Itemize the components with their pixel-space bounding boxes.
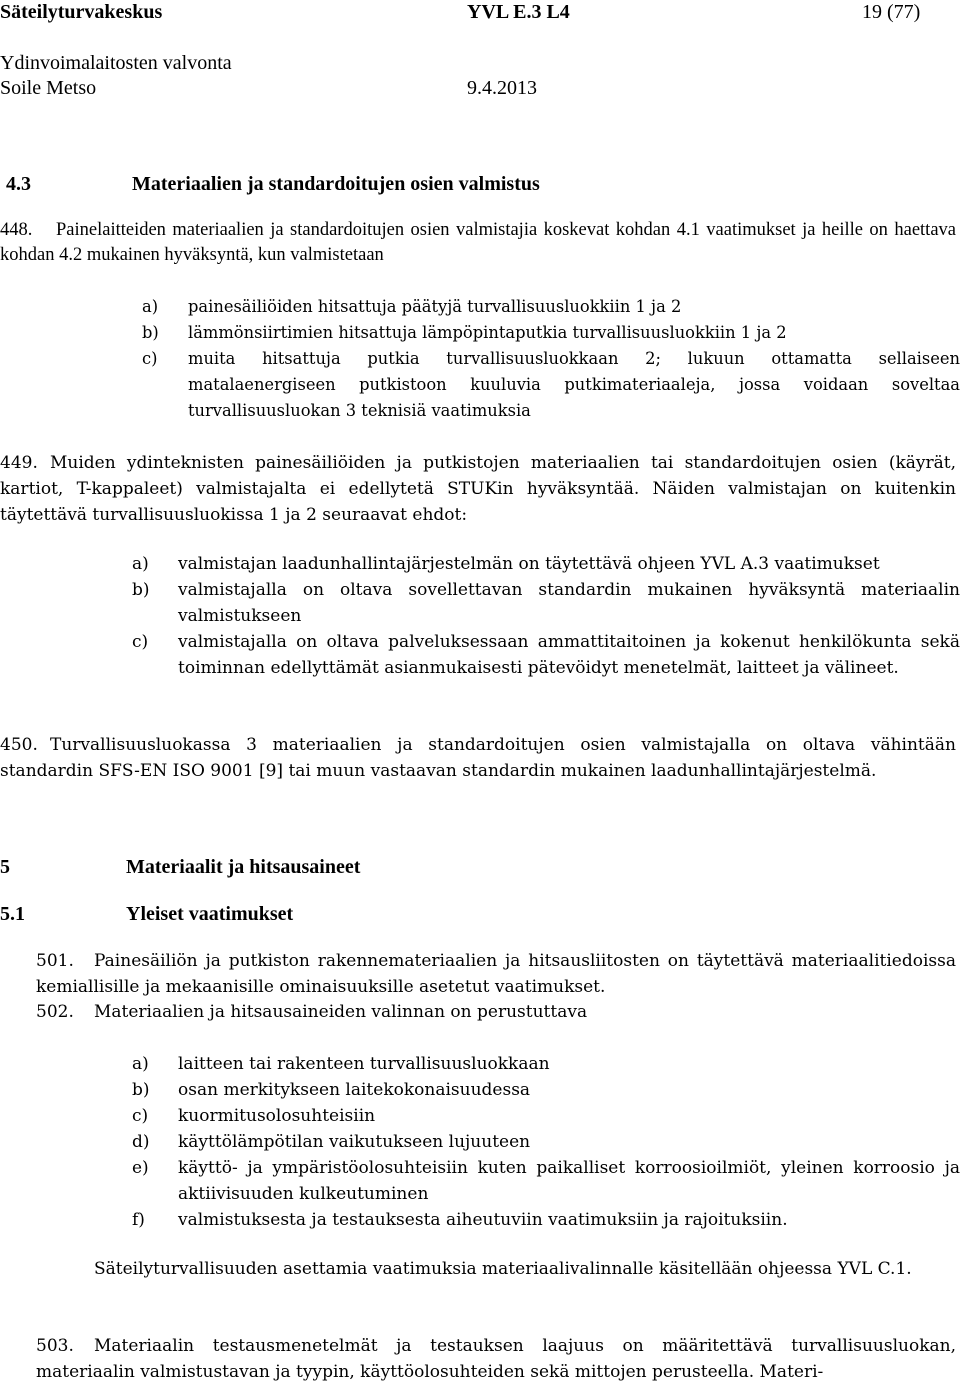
list-item (142, 294, 960, 320)
list-item-label: a) (132, 554, 149, 574)
paragraph-text: Painesäiliön ja putkiston rakennemateriaalien ja hitsausliitosten on täytettävä materiaalitiedoissa kemiallisille ja mekaanisille ominaisuuksille asetetut vaatimukset. (36, 951, 956, 997)
list-item (132, 1077, 960, 1103)
list-item (142, 320, 960, 346)
list-item (132, 1129, 960, 1155)
section-heading-5-1 (0, 901, 293, 927)
paragraph-number: 448. (0, 220, 33, 240)
paragraph-number: 502. (36, 1002, 74, 1022)
list-item-text: valmistajalla on oltava sovellettavan standardin mukainen hyväksyntä materiaalin valmistukseen (178, 580, 960, 626)
list-item-label: a) (142, 297, 159, 316)
header-page-number: 19 (77) (862, 1, 921, 23)
section-number: 5.1 (0, 903, 25, 925)
list-item-label: c) (132, 1106, 149, 1126)
list-item-text: käyttö- ja ympäristöolosuhteisiin kuten paikalliset korroosioilmiöt, yleinen korroosio ja aktiivisuuden kulkeutuminen (178, 1158, 960, 1204)
list-item-label: b) (132, 1080, 150, 1100)
header-org: Säteilyturvakeskus (0, 1, 163, 23)
list-449 (132, 551, 960, 681)
header-date: 9.4.2013 (467, 77, 537, 99)
list-item-text: käyttölämpötilan vaikutukseen lujuuteen (178, 1132, 531, 1152)
paragraph-number: 503. (36, 1336, 74, 1356)
paragraph-number: 450. (0, 735, 38, 755)
section-title: Yleiset vaatimukset (126, 903, 294, 925)
header-dept: Ydinvoimalaitosten valvonta (0, 52, 232, 74)
paragraph-text: Materiaalin testausmenetelmät ja testauksen laajuus on määritettävä turvallisuusluokan, materiaalin valmistustavan ja tyypin, käyttöolosuhteiden sekä mittojen perusteella. Materi- (36, 1336, 956, 1382)
list-item-text: valmistajalla on oltava palveluksessaan ammattitaitoinen ja kokenut henkilökunta sekä toiminnan edellyttämät asianmukaisesti pätevöidyt menetelmät, laitteet ja välineet. (178, 632, 960, 678)
list-item-text: muita hitsattuja putkia turvallisuusluokkaan 2; lukuun ottamatta sellaiseen matalaenergiseen putkistoon kuuluvia putkimateriaaleja, jossa voidaan soveltaa turvallisuusluokan 3 teknisiä vaatimuksia (188, 349, 960, 420)
list-item-label: f) (132, 1210, 145, 1230)
paragraph-text: Muiden ydinteknisten painesäiliöiden ja putkistojen materiaalien tai standardoitujen osien (käyrät, kartiot, T-kappaleet) valmistajalta ei edellytetä STUKin hyväksyntää. Näiden valmistajan on kuitenkin täytettävä turvallisuusluokissa 1 ja 2 seuraavat ehdot: (0, 453, 956, 525)
list-item-text: kuormitusolosuhteisiin (178, 1106, 376, 1126)
list-item (132, 1207, 960, 1233)
header-author: Soile Metso (0, 77, 97, 99)
note-paragraph: Säteilyturvallisuuden asettamia vaatimuksia materiaalivalinnalle käsitellään ohjeessa YVL C.1. (94, 1259, 912, 1279)
section-number: 5 (0, 856, 10, 878)
paragraph-449 (0, 450, 956, 528)
paragraph-502 (36, 999, 956, 1025)
section-heading-5 (0, 854, 360, 880)
list-item-text: osan merkitykseen laitekokonaisuudessa (178, 1080, 531, 1100)
paragraph-text: Materiaalien ja hitsausaineiden valinnan on perustuttava (94, 1002, 588, 1022)
list-item-label: d) (132, 1132, 150, 1152)
list-item (132, 1103, 960, 1129)
paragraph-text: Painelaitteiden materiaalien ja standardoitujen osien valmistajia koskevat kohdan 4.1 vaatimukset ja heille on haettava kohdan 4.2 mukainen hyväksyntä, kun valmistetaan (0, 220, 956, 265)
list-item (142, 346, 960, 424)
list-item-text: lämmönsiirtimien hitsattuja lämpöpintaputkia turvallisuusluokkiin 1 ja 2 (188, 323, 787, 342)
section-heading-4-3 (6, 171, 540, 197)
list-item-label: b) (142, 323, 159, 342)
list-item-text: painesäiliöiden hitsattuja päätyjä turvallisuusluokkiin 1 ja 2 (188, 297, 682, 316)
paragraph-503 (36, 1333, 956, 1385)
list-item (132, 1155, 960, 1207)
list-item-label: b) (132, 580, 150, 600)
list-item-text: valmistajan laadunhallintajärjestelmän on täytettävä ohjeen YVL A.3 vaatimukset (178, 554, 880, 574)
paragraph-text: Turvallisuusluokassa 3 materiaalien ja standardoitujen osien valmistajalla on oltava vähintään standardin SFS-EN ISO 9001 [9] tai muun vastaavan standardin mukainen laadunhallintajärjestelmä. (0, 735, 956, 781)
list-item (132, 1051, 960, 1077)
header-doc-id: YVL E.3 L4 (467, 1, 570, 23)
list-item-label: c) (132, 632, 149, 652)
section-title: Materiaalit ja hitsausaineet (126, 856, 361, 878)
list-item (132, 551, 960, 577)
paragraph-number: 449. (0, 453, 38, 473)
list-item-label: a) (132, 1054, 149, 1074)
list-item (132, 629, 960, 681)
list-502 (132, 1051, 960, 1233)
section-number: 4.3 (6, 173, 31, 195)
list-448 (142, 294, 960, 424)
list-item-label: c) (142, 349, 158, 368)
list-item-text: laitteen tai rakenteen turvallisuusluokkaan (178, 1054, 550, 1074)
paragraph-501 (36, 948, 956, 1000)
list-item (132, 577, 960, 629)
paragraph-448 (0, 218, 956, 268)
list-item-label: e) (132, 1158, 149, 1178)
list-item-text: valmistuksesta ja testauksesta aiheutuviin vaatimuksiin ja rajoituksiin. (178, 1210, 788, 1230)
section-title: Materiaalien ja standardoitujen osien valmistus (132, 173, 540, 195)
paragraph-number: 501. (36, 951, 74, 971)
paragraph-450 (0, 732, 956, 784)
